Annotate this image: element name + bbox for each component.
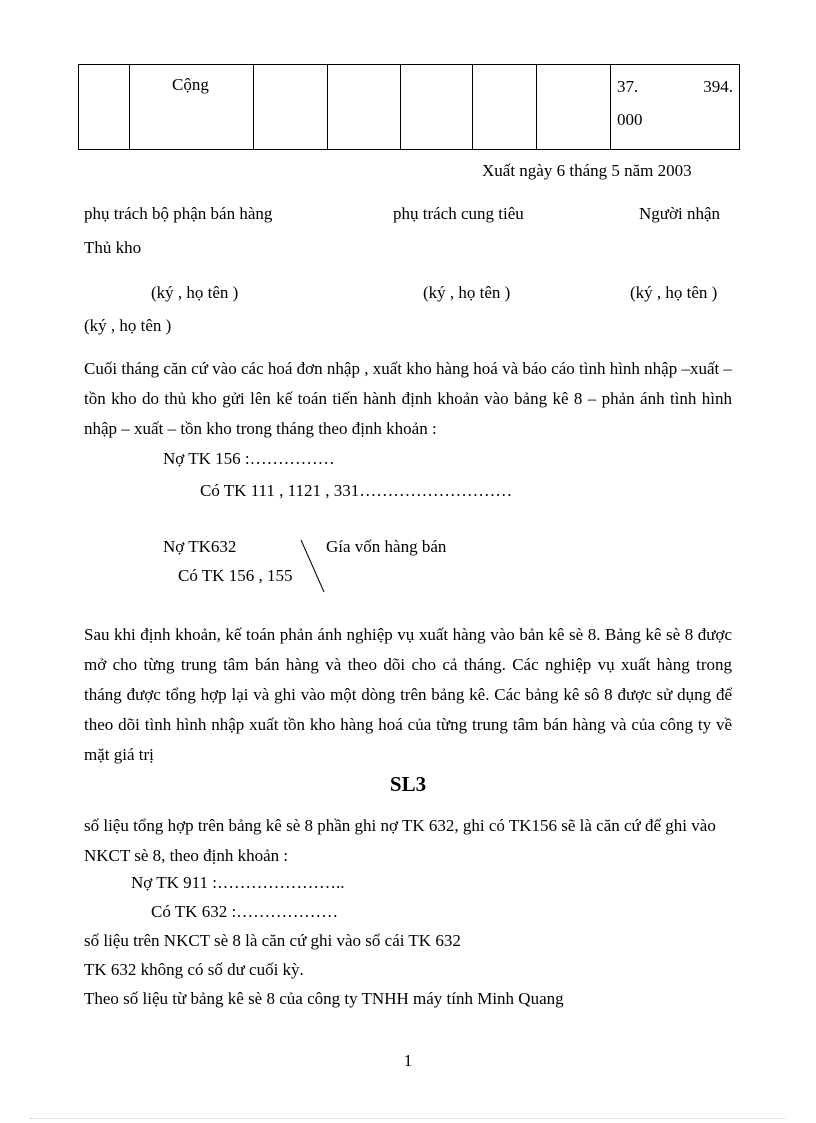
table-cell <box>473 65 537 150</box>
signature-role-receiver: Người nhận <box>639 204 720 223</box>
entry-1-credit: Có TK 111 , 1121 , 331……………………… <box>200 481 513 500</box>
table-row <box>79 65 740 150</box>
text-line-3: Theo số liệu từ bảng kê sè 8 của công ty TNHH máy tính Minh Quang <box>84 989 564 1008</box>
text-line-2: TK 632 không có số dư cuối kỳ. <box>84 960 304 979</box>
signature-placeholder: (ký , họ tên ) <box>630 283 718 302</box>
table-cell <box>79 65 130 150</box>
signature-role-sales-head: phụ trách bộ phận bán hàng <box>84 204 273 223</box>
entry-2-note: Gía vốn hàng bán <box>326 537 447 556</box>
entry-2-debit: Nợ TK632 <box>163 537 237 556</box>
date-line: Xuất ngày 6 tháng 5 năm 2003 <box>482 161 692 180</box>
text-line-1: số liệu trên NKCT sè 8 là căn cứ ghi vào sổ cái TK 632 <box>84 931 461 950</box>
total-value-cell <box>611 65 740 150</box>
table-cell <box>328 65 401 150</box>
page-number: 1 <box>403 1051 413 1070</box>
paragraph-2: Sau khi định khoản, kế toán phản ánh nghiệp vụ xuất hàng vào bản kê sè 8. Bảng kê sè 8 được mở cho từng trung tâm bán hàng và theo dõi cho cả tháng. Các nghiệp vụ xuất hàng trong tháng được tổng hợp lại và ghi vào một dòng trên bảng kê. Các bảng kê sô 8 được sử dụng để theo dõi tình hình nhập xuất tồn kho hàng hoá của từng trung tâm bán hàng và của công ty về mặt giá trị <box>84 625 732 764</box>
total-value-part: 000 <box>617 110 643 129</box>
signature-role-supply-head: phụ trách cung tiêu <box>393 204 524 223</box>
entry-3-credit: Có TK 632 :……………… <box>151 902 339 921</box>
paragraph-1: Cuối tháng căn cứ vào các hoá đơn nhập , xuất kho hàng hoá và báo cáo tình hình nhập –xuất – tồn kho do thủ kho gửi lên kế toán tiến hành định khoản vào bảng kê 8 – phản ánh tình hình nhập – xuất – tồn kho trong tháng theo định khoản : <box>84 359 732 438</box>
entry-2-credit: Có TK 156 , 155 <box>178 566 293 585</box>
total-value-part: 394. <box>703 77 733 96</box>
total-label: Cộng <box>130 65 254 150</box>
total-value-part: 37. <box>617 77 639 96</box>
entry-3-debit: Nợ TK 911 :………………….. <box>131 873 345 892</box>
bracket-line <box>298 538 328 594</box>
section-heading: SL3 <box>389 772 427 796</box>
table-cell <box>401 65 473 150</box>
table-cell <box>537 65 611 150</box>
signature-placeholder: (ký , họ tên ) <box>423 283 511 302</box>
summary-table <box>78 64 740 150</box>
signature-placeholder: (ký , họ tên ) <box>84 316 172 335</box>
entry-1-debit: Nợ TK 156 :…………… <box>163 449 335 468</box>
table-cell <box>254 65 328 150</box>
paragraph-3: số liệu tổng hợp trên bảng kê sè 8 phần ghi nợ TK 632, ghi có TK156 sẽ là căn cứ để ghi vào NKCT sè 8, theo định khoản : <box>84 816 716 865</box>
signature-placeholder: (ký , họ tên ) <box>151 283 239 302</box>
signature-role-storekeeper: Thủ kho <box>84 238 142 257</box>
page-bottom-divider <box>30 1118 786 1119</box>
